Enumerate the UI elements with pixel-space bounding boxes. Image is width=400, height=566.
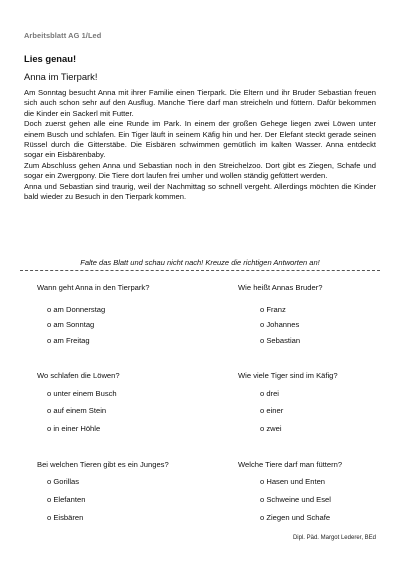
- question-2-option-2[interactable]: o Johannes: [260, 320, 300, 329]
- question-3-option-1[interactable]: o unter einem Busch: [47, 389, 117, 398]
- question-2-option-3[interactable]: o Sebastian: [260, 336, 301, 345]
- story-text: [24, 88, 376, 202]
- story-paragraph: Am Sonntag besucht Anna mit ihrer Familie einen Tierpark. Die Eltern und ihr Bruder Sebastian freuen sich auch schon sehr auf den Ausflug. Manche Tiere darf man streicheln und füttern. Dafür bekommen die Kinder ein Sackerl mit Futter.: [24, 88, 376, 118]
- question-2-text: Wie heißt Annas Bruder?: [238, 283, 323, 292]
- author-footer: Dipl. Päd. Margot Lederer, BEd: [292, 535, 376, 541]
- question-5-option-1[interactable]: o Gorillas: [47, 477, 80, 486]
- question-4-option-2[interactable]: o einer: [260, 406, 284, 415]
- story-paragraph: Anna und Sebastian sind traurig, weil der Nachmittag so schnell vergeht. Allerdings möchten die Kinder bald wieder zu Besuch in den Tierpark kommen.: [24, 181, 376, 202]
- fold-instruction: Falte das Blatt und schau nicht nach! Kreuze die richtigen Antworten an!: [80, 258, 320, 267]
- question-2-option-1[interactable]: o Franz: [260, 305, 286, 314]
- question-5-text: Bei welchen Tieren gibt es ein Junges?: [37, 460, 169, 469]
- story-title: Anna im Tierpark!: [24, 71, 98, 82]
- question-6-option-2[interactable]: o Schweine und Esel: [260, 495, 331, 504]
- question-1-option-3[interactable]: o am Freitag: [47, 336, 90, 345]
- question-6-option-3[interactable]: o Ziegen und Schafe: [260, 513, 331, 522]
- story-paragraph: Doch zuerst gehen alle eine Runde im Park. In einem der großen Gehege liegen zwei Löwen unter einem Busch und schlafen. Ein Tiger läuft in seinem Käfig hin und her. Der Elefant steckt gerade seinen Rüssel durch die Gitterstäbe. Die Eisbären schwimmen gemütlich im kalten Wasser. Anna entdeckt sogar ein Eisbärenbaby.: [24, 119, 376, 160]
- question-1-text: Wann geht Anna in den Tierpark?: [37, 283, 150, 292]
- question-1-option-2[interactable]: o am Sonntag: [47, 320, 95, 329]
- question-1-option-1[interactable]: o am Donnerstag: [47, 305, 106, 314]
- question-3-option-3[interactable]: o in einer Höhle: [47, 424, 101, 433]
- question-3-text: Wo schlafen die Löwen?: [37, 371, 120, 380]
- worksheet-title: Lies genau!: [24, 53, 77, 64]
- question-5-option-2[interactable]: o Elefanten: [47, 495, 86, 504]
- question-4-option-3[interactable]: o zwei: [260, 424, 282, 433]
- story-paragraph: Zum Abschluss gehen Anna und Sebastian noch in den Streichelzoo. Dort gibt es Ziegen, Schafe und sogar ein Zwergpony. Die Tiere dort laufen frei umher und wollen ständig gefüttert werden.: [24, 160, 376, 181]
- dashed-fold-line: [20, 270, 380, 271]
- question-4-text: Wie viele Tiger sind im Käfig?: [238, 371, 338, 380]
- question-4-option-1[interactable]: o drei: [260, 389, 279, 398]
- question-5-option-3[interactable]: o Eisbären: [47, 513, 84, 522]
- question-3-option-2[interactable]: o auf einem Stein: [47, 406, 107, 415]
- worksheet-header-label: Arbeitsblatt AG 1/Led: [24, 31, 102, 40]
- question-6-text: Welche Tiere darf man füttern?: [238, 460, 343, 469]
- question-6-option-1[interactable]: o Hasen und Enten: [260, 477, 326, 486]
